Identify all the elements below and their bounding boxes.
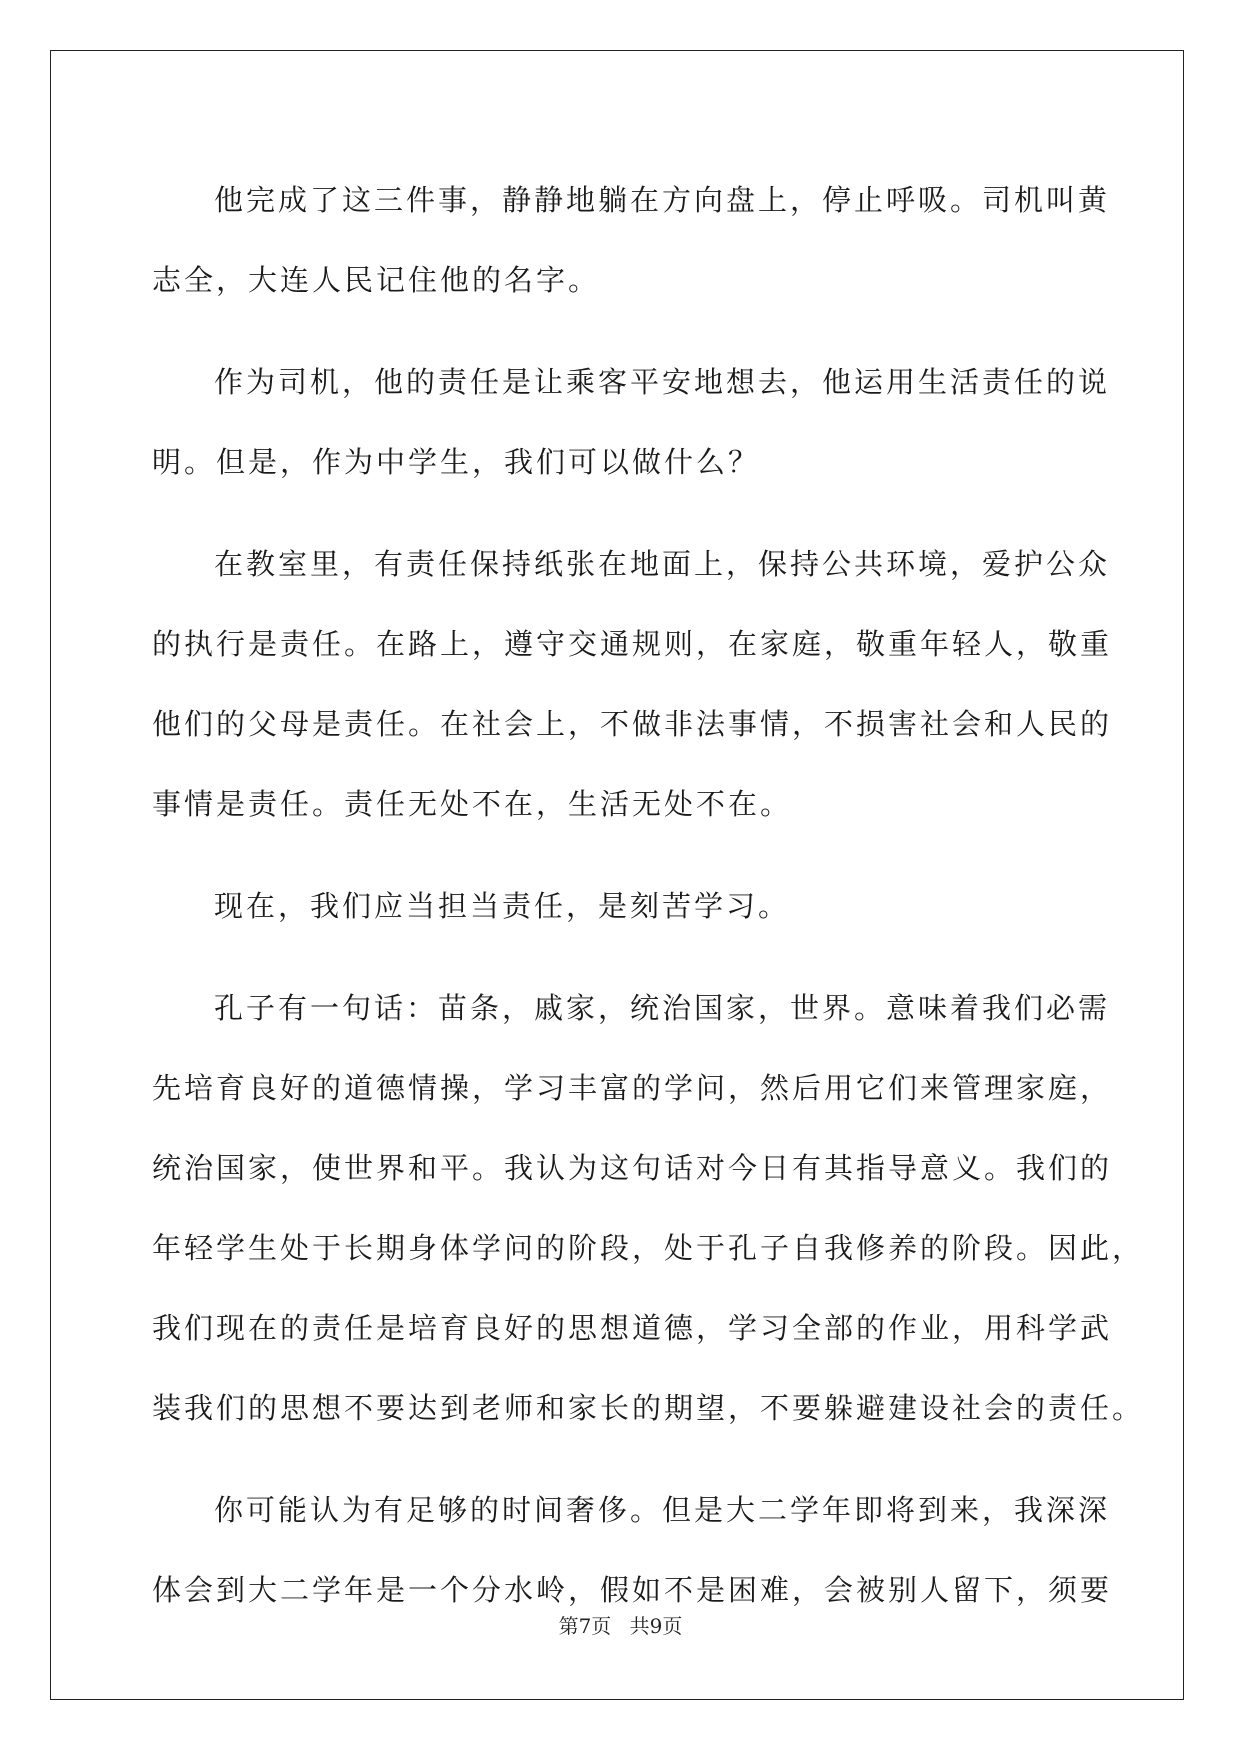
document-body bbox=[152, 160, 1145, 1652]
text-line: 在教室里，有责任保持纸张在地面上，保持公共环境，爱护公众 bbox=[214, 547, 1111, 581]
paragraph bbox=[152, 342, 1111, 502]
text-line: 装我们的思想不要达到老师和家长的期望，不要躲避建设社会的责任。 bbox=[152, 1391, 1145, 1425]
text-line: 明。但是，作为中学生，我们可以做什么？ bbox=[152, 445, 761, 479]
text-line: 统治国家，使世界和平。我认为这句话对今日有其指导意义。我们的 bbox=[152, 1151, 1113, 1185]
page-number: 第7页 bbox=[558, 1614, 612, 1638]
text-line: 我们现在的责任是培育良好的思想道德，学习全部的作业，用科学武 bbox=[152, 1311, 1113, 1345]
paragraph bbox=[152, 160, 1111, 320]
text-line: 他们的父母是责任。在社会上，不做非法事情，不损害社会和人民的 bbox=[152, 707, 1113, 741]
page-footer bbox=[0, 1610, 1241, 1639]
paragraph bbox=[152, 524, 1113, 844]
text-line: 志全，大连人民记住他的名字。 bbox=[152, 263, 601, 297]
paragraph bbox=[152, 968, 1145, 1448]
text-line: 事情是责任。责任无处不在，生活无处不在。 bbox=[152, 787, 793, 821]
text-line: 体会到大二学年是一个分水岭，假如不是困难，会被别人留下，须要 bbox=[152, 1573, 1113, 1607]
text-line: 的执行是责任。在路上，遵守交通规则，在家庭，敬重年轻人，敬重 bbox=[152, 627, 1113, 661]
paragraph bbox=[152, 1470, 1113, 1630]
paragraph bbox=[152, 866, 1092, 946]
text-line: 年轻学生处于长期身体学问的阶段，处于孔子自我修养的阶段。因此， bbox=[152, 1231, 1145, 1265]
text-line: 你可能认为有足够的时间奢侈。但是大二学年即将到来，我深深 bbox=[214, 1493, 1111, 1527]
text-line: 他完成了这三件事，静静地躺在方向盘上，停止呼吸。司机叫黄 bbox=[214, 183, 1111, 217]
text-line: 孔子有一句话：苗条，戚家，统治国家，世界。意味着我们必需 bbox=[214, 991, 1111, 1025]
text-line: 先培育良好的道德情操，学习丰富的学问，然后用它们来管理家庭， bbox=[152, 1071, 1113, 1105]
page-total: 共9页 bbox=[629, 1614, 683, 1638]
text-line: 作为司机，他的责任是让乘客平安地想去，他运用生活责任的说 bbox=[214, 365, 1111, 399]
text-line: 现在，我们应当担当责任，是刻苦学习。 bbox=[214, 889, 791, 923]
